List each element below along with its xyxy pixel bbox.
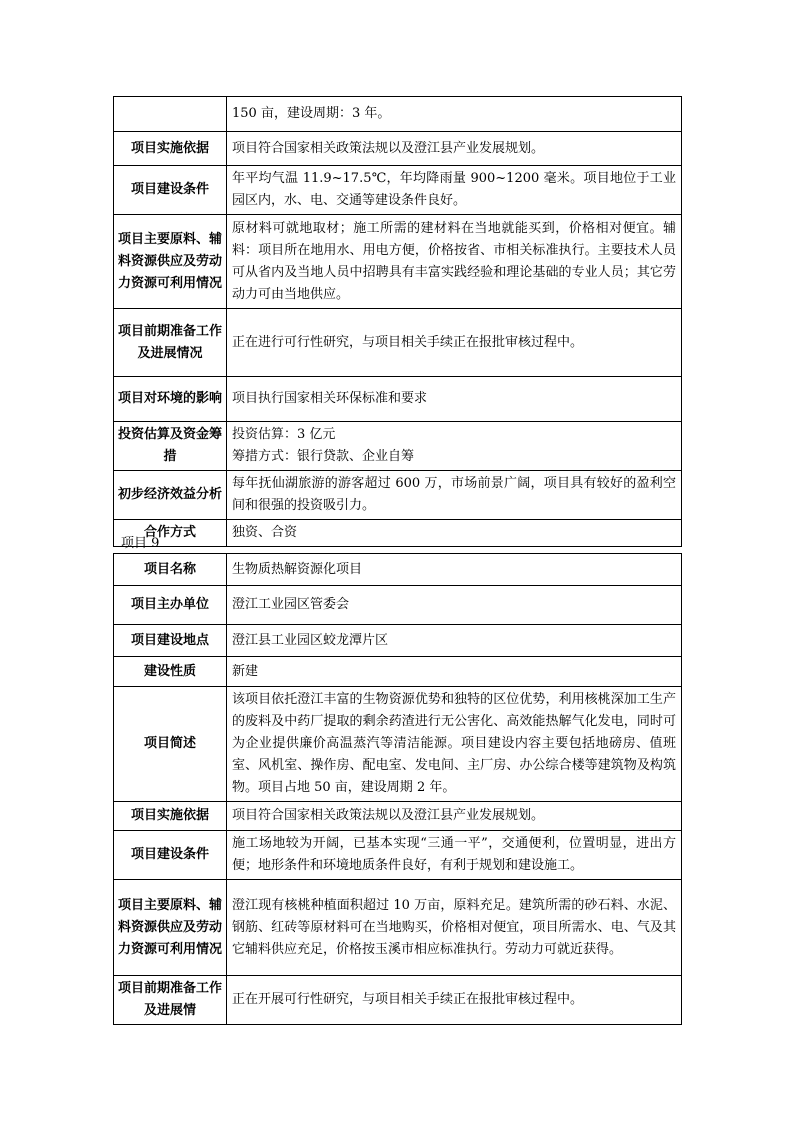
row-value: 施工场地较为开阔，已基本实现“三通一平”，交通便利，位置明显，进出方便；地形条件和环境地质条件良好，有利于规划和建设施工。 [227,831,682,880]
row-label: 项目建设条件 [114,831,227,880]
table-row [114,880,682,976]
table-row [114,625,682,657]
row-label: 项目对环境的影响 [114,377,227,422]
row-value: 投资估算：3 亿元 筹措方式：银行贷款、企业自筹 [227,422,682,471]
row-label: 投资估算及资金筹措 [114,422,227,471]
table-row [114,831,682,880]
table-row [114,471,682,520]
row-label: 合作方式 [114,520,227,547]
row-label [114,97,227,132]
row-label: 项目主办单位 [114,586,227,625]
table-row [114,554,682,586]
table-row [114,687,682,802]
row-value: 该项目依托澄江丰富的生物资源优势和独特的区位优势，利用核桃深加工生产的废料及中药厂提取的剩余药渣进行无公害化、高效能热解气化发电，同时可为企业提供廉价高温蒸汽等清洁能源。项目建设内容主要包括地磅房、值班室、风机室、操作房、配电室、发电间、主厂房、办公综合楼等建筑物及构筑物。项目占地 50 亩，建设周期 2 年。 [227,687,682,802]
project-table-continued [113,96,682,547]
row-value: 年平均气温 11.9~17.5℃，年均降雨量 900~1200 毫米。项目地位于工业园区内，水、电、交通等建设条件良好。 [227,166,682,215]
table-row [114,377,682,422]
row-value: 项目符合国家相关政策法规以及澄江县产业发展规划。 [227,802,682,831]
table-row [114,422,682,471]
row-label: 项目主要原料、辅料资源供应及劳动力资源可利用情况 [114,880,227,976]
row-value: 每年抚仙湖旅游的游客超过 600 万，市场前景广阔，项目具有较好的盈利空间和很强的投资吸引力。 [227,471,682,520]
row-label: 项目前期准备工作及进展情 [114,976,227,1025]
row-label: 初步经济效益分析 [114,471,227,520]
row-label: 项目建设地点 [114,625,227,657]
row-value: 新建 [227,657,682,687]
table-row [114,976,682,1025]
row-value: 正在进行可行性研究，与项目相关手续正在报批审核过程中。 [227,309,682,377]
table-row [114,657,682,687]
table-row [114,802,682,831]
row-value: 澄江县工业园区蛟龙潭片区 [227,625,682,657]
row-label: 项目名称 [114,554,227,586]
table-row [114,132,682,166]
row-value: 150 亩，建设周期：3 年。 [227,97,682,132]
row-value: 正在开展可行性研究，与项目相关手续正在报批审核过程中。 [227,976,682,1025]
table-row [114,586,682,625]
row-value: 项目执行国家相关环保标准和要求 [227,377,682,422]
row-label: 项目建设条件 [114,166,227,215]
section-caption: 项目 9 [121,536,160,551]
row-label: 项目前期准备工作及进展情况 [114,309,227,377]
row-label: 项目实施依据 [114,132,227,166]
table-row [114,97,682,132]
row-value: 澄江工业园区管委会 [227,586,682,625]
row-value: 生物质热解资源化项目 [227,554,682,586]
project-9-table [113,553,682,1025]
table-row [114,520,682,547]
row-label: 建设性质 [114,657,227,687]
row-label: 项目实施依据 [114,802,227,831]
table-row [114,215,682,309]
row-value: 项目符合国家相关政策法规以及澄江县产业发展规划。 [227,132,682,166]
table-row [114,309,682,377]
row-value: 原材料可就地取材；施工所需的建材料在当地就能买到，价格相对便宜。辅料：项目所在地用水、用电方便，价格按省、市相关标准执行。主要技术人员可从省内及当地人员中招聘具有丰富实践经验和理论基础的专业人员；其它劳动力可由当地供应。 [227,215,682,309]
row-label: 项目主要原料、辅料资源供应及劳动力资源可利用情况 [114,215,227,309]
row-value: 澄江现有核桃种植面积超过 10 万亩，原料充足。建筑所需的砂石料、水泥、钢筋、红砖等原材料可在当地购买，价格相对便宜，项目所需水、电、气及其它辅料供应充足，价格按玉溪市相应标准执行。劳动力可就近获得。 [227,880,682,976]
row-label: 项目简述 [114,687,227,802]
row-value: 独资、合资 [227,520,682,547]
table-row [114,166,682,215]
